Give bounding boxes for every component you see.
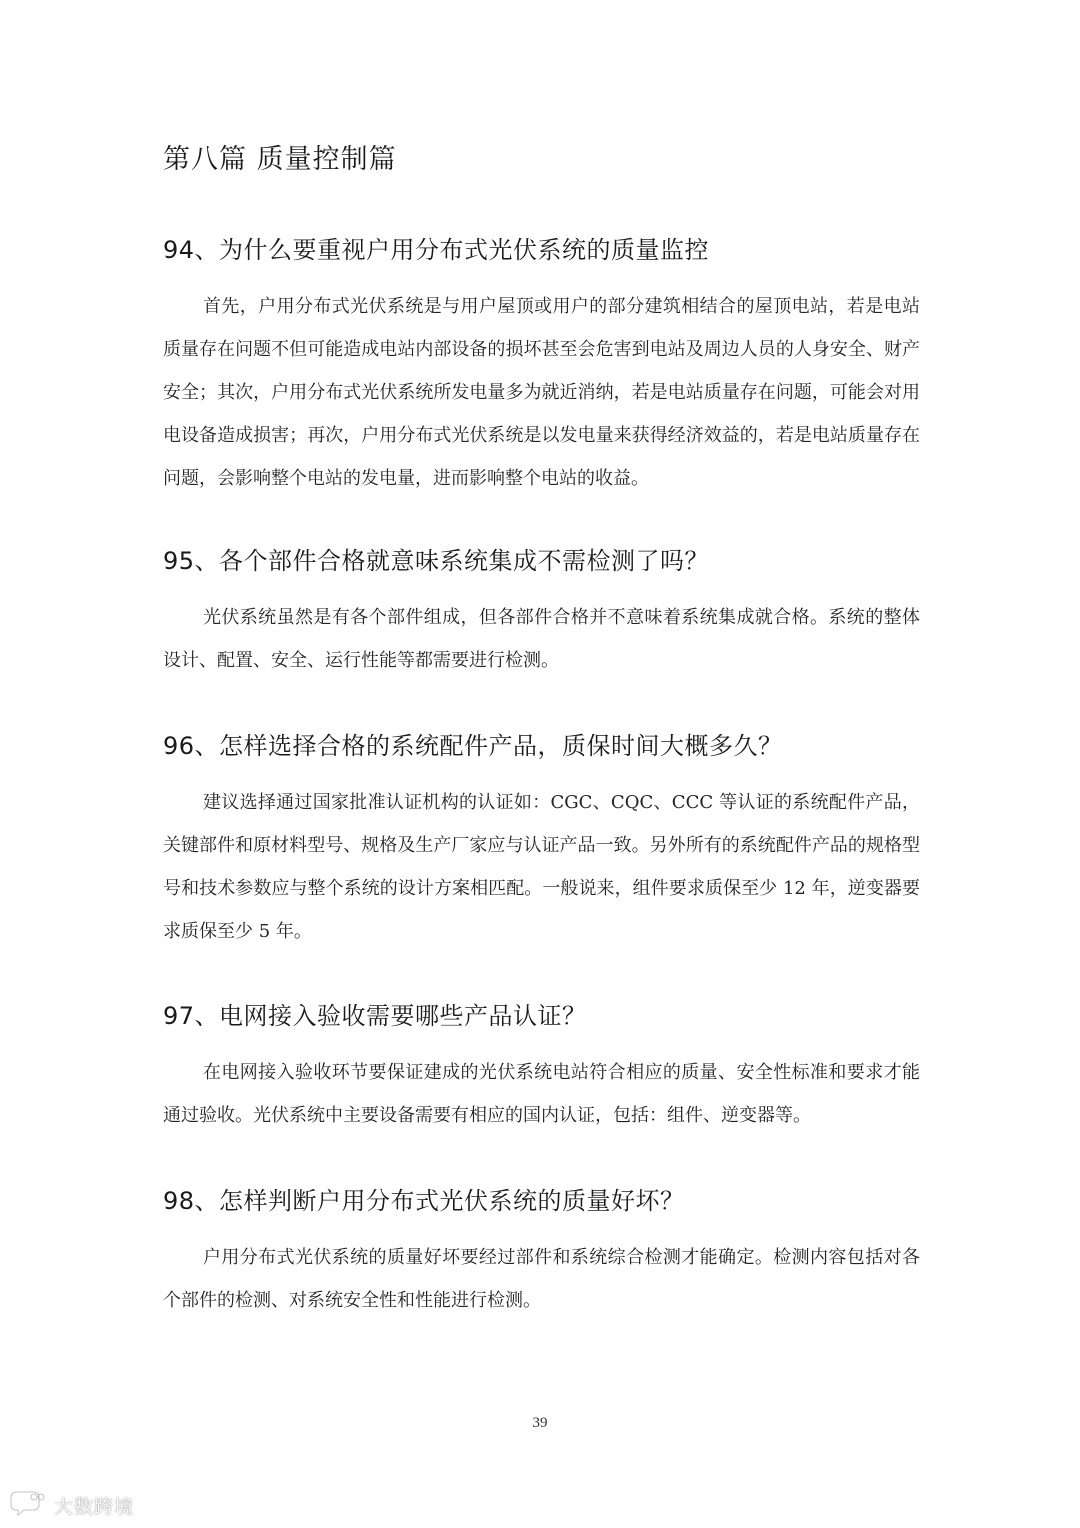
section-98 xyxy=(163,1183,920,1322)
section-body: 建议选择通过国家批准认证机构的认证如：CGC、CQC、CCC 等认证的系统配件产品，关键部件和原材料型号、规格及生产厂家应与认证产品一致。另外所有的系统配件产品的规格型号和技术参数应与整个系统的设计方案相匹配。一般说来，组件要求质保至少 12 年，逆变器要求质保至少 5 年。 xyxy=(163,792,920,942)
section-body: 首先，户用分布式光伏系统是与用户屋顶或用户的部分建筑相结合的屋顶电站，若是电站质量存在问题不但可能造成电站内部设备的损坏甚至会危害到电站及周边人员的人身安全、财产安全；其次，户用分布式光伏系统所发电量多为就近消纳，若是电站质量存在问题，可能会对用电设备造成损害；再次，户用分布式光伏系统是以发电量来获得经济效益的，若是电站质量存在问题，会影响整个电站的发电量，进而影响整个电站的收益。 xyxy=(163,296,920,489)
section-96 xyxy=(163,728,920,953)
watermark-text: 大数跨境 xyxy=(54,1495,135,1518)
chapter-title: 第八篇 质量控制篇 xyxy=(163,144,397,175)
section-97 xyxy=(163,998,920,1137)
section-title: 95、各个部件合格就意味系统集成不需检测了吗？ xyxy=(163,547,710,575)
watermark xyxy=(10,1488,134,1522)
section-title: 96、怎样选择合格的系统配件产品，质保时间大概多久？ xyxy=(163,732,783,760)
page-number: 39 xyxy=(532,1415,548,1431)
section-title: 97、电网接入验收需要哪些产品认证？ xyxy=(163,1002,587,1030)
chat-bubble-logo-icon xyxy=(10,1488,48,1522)
section-title: 98、怎样判断户用分布式光伏系统的质量好坏？ xyxy=(163,1187,685,1215)
section-body: 在电网接入验收环节要保证建成的光伏系统电站符合相应的质量、安全性标准和要求才能通过验收。光伏系统中主要设备需要有相应的国内认证，包括：组件、逆变器等。 xyxy=(163,1062,920,1126)
section-body: 光伏系统虽然是有各个部件组成，但各部件合格并不意味着系统集成就合格。系统的整体设计、配置、安全、运行性能等都需要进行检测。 xyxy=(163,607,920,671)
section-95 xyxy=(163,543,920,682)
section-title: 94、为什么要重视户用分布式光伏系统的质量监控 xyxy=(163,236,710,264)
section-body: 户用分布式光伏系统的质量好坏要经过部件和系统综合检测才能确定。检测内容包括对各个部件的检测、对系统安全性和性能进行检测。 xyxy=(163,1247,920,1311)
section-94 xyxy=(163,232,920,500)
